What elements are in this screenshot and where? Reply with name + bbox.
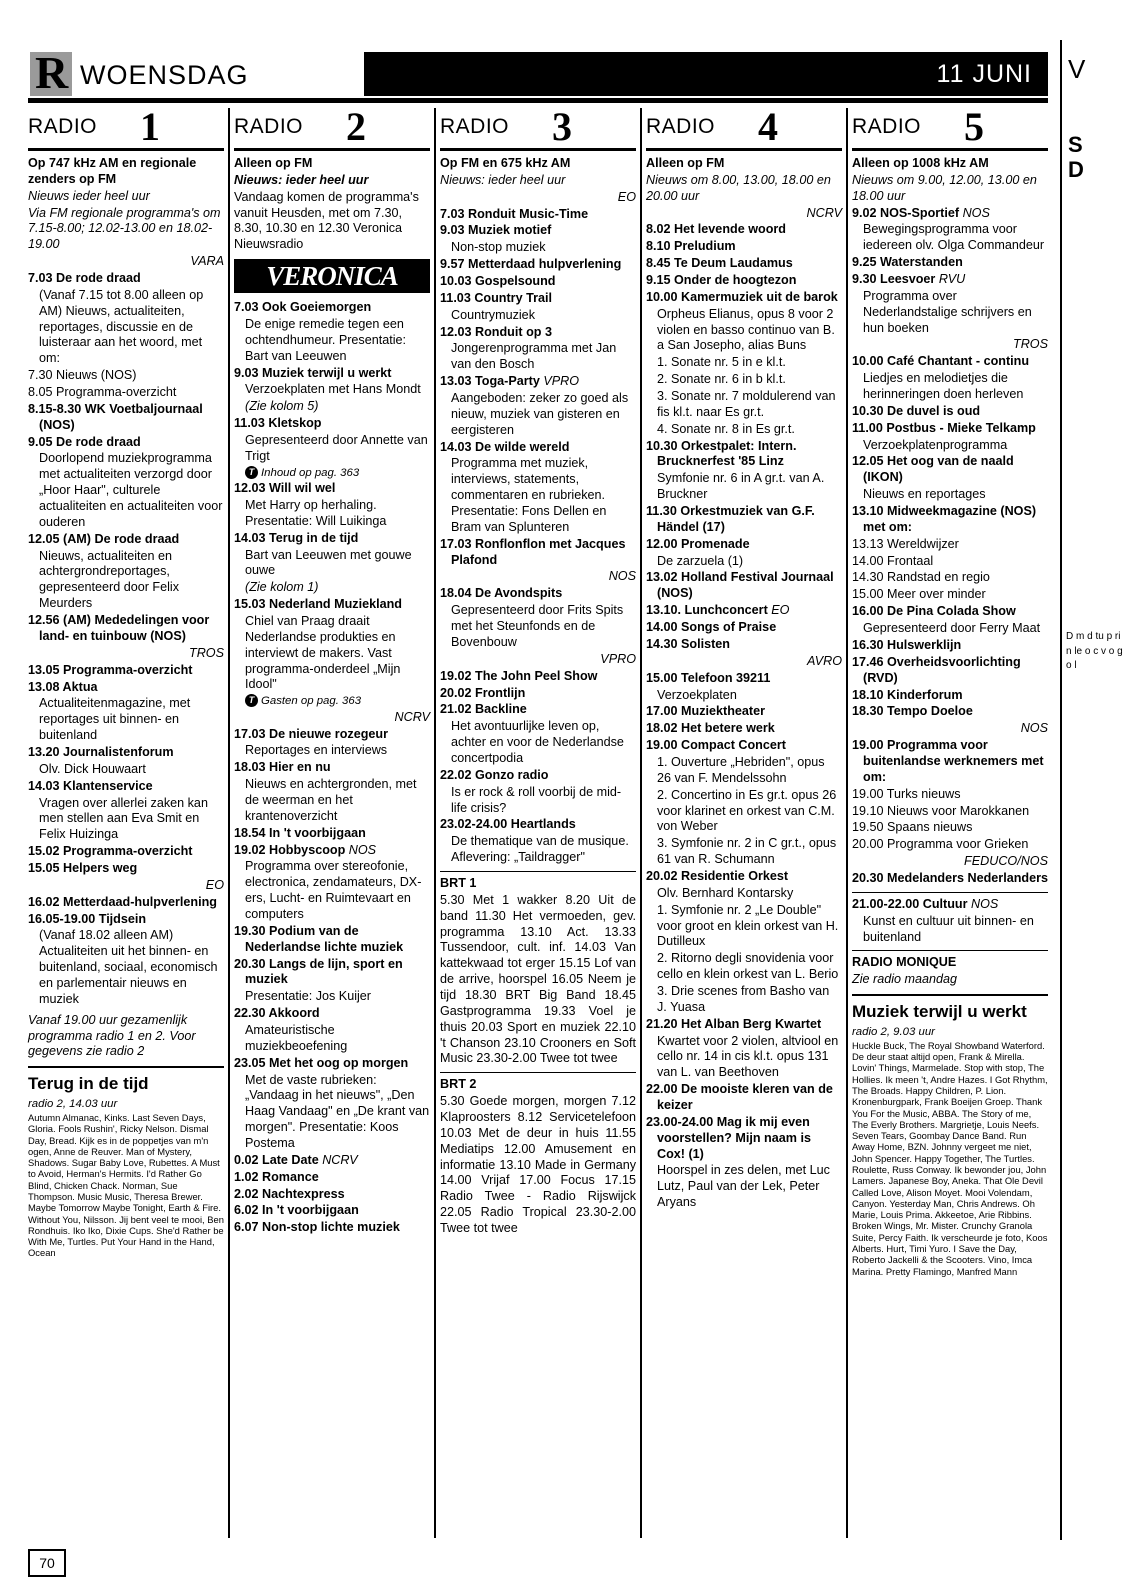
listing-item: 13.05 Programma-overzicht [28,662,193,677]
listing-item: 17.00 Muziektheater [646,704,765,719]
listing-item: 10.30 Orkestpalet: Intern. Brucknerfest '85 Linz [646,438,797,469]
listing-desc: Met de vaste rubrieken: „Vandaag in het nieuws", „Den Haag Vandaag" en „De krant van morgen". Presentatie: Koos Postema [245,1072,430,1150]
listing-desc: Olv. Bernhard Kontarsky [657,885,794,900]
listing-item: 21.20 Het Alban Berg Kwartet [646,1016,822,1031]
broadcaster-vara: VARA [190,254,224,269]
news-note: Nieuws om 8.00, 13.00, 18.00 en 20.00 uur [646,172,831,203]
listing-sub: 2. Ritorno degli snovidenia voor cello en klein orkest van L. Berio [657,951,839,982]
listing-item: 12.03 Will wil wel [234,481,336,496]
page-header [28,47,1048,104]
listing-crossref: (Zie kolom 1) [245,580,319,595]
radio-logo-letter: R [35,47,69,98]
listing-item: 22.00 De mooiste kleren van de keizer [646,1082,833,1112]
listing-desc: Amateuristische muziekbeoefening [245,1022,348,1053]
listing-item: 20.30 Medelanders Nederlanders [852,870,1048,885]
broadcaster-avro: AVRO [807,653,842,668]
listing-tag: NOS [348,842,377,857]
listing-sub: 2. Concertino in Es gr.t. opus 26 voor klarinet en orkest van C.M. von Weber [657,787,837,834]
listing-item: 8.45 Te Deum Laudamus [646,256,793,271]
broadcaster-ncrv: NCRV [806,205,842,220]
listing-tag: EO [771,603,790,618]
broadcaster-nos: NOS [1020,721,1048,736]
listing-item: 11.03 Country Trail [440,290,552,305]
columns-container [28,104,1048,1538]
listing-desc: De thematique van de musique. Aflevering: „Taildragger" [451,834,629,865]
listing-desc: Orpheus Elianus, opus 8 voor 2 violen en basso continuo van B. a San Josepho, alias Buns [657,306,835,353]
listing-desc: Hoorspel in zes delen, met Luc Lutz, Paul van der Lek, Peter Aryans [657,1163,830,1210]
divider [852,994,1048,996]
divider [440,1072,636,1073]
listing-item: 11.30 Orkestmuziek van G.F. Händel (17) [646,504,815,534]
listing-item: 14.00 Frontaal [852,553,934,568]
listing-desc: Nieuws, actualiteiten en achtergrondreportages, gepresenteerd door Felix Meurders [39,548,180,611]
listing-item: 16.00 De Pina Colada Show [852,604,1016,619]
listing-title: 13.03 Toga-Party [440,374,540,389]
listing-item: 12.03 Ronduit op 3 [440,324,552,339]
listing-item: 18.54 In 't voorbijgaan [234,825,366,840]
listing-sub: 2. Sonate nr. 6 in b kl.t. [657,372,786,387]
listing-item: 13.13 Wereldwijzer [852,536,959,551]
frequency-note: Alleen op FM [646,156,725,170]
listing-item: 14.03 De wilde wereld [440,439,570,454]
sliver-body: D m d tu p ri n le o c v o g o l [1066,631,1123,671]
listing-item: 8.15-8.30 WK Voetbaljournaal (NOS) [28,401,203,432]
info-badge-icon: T [245,466,258,479]
network-header-radio4 [646,104,842,151]
divider [440,871,636,872]
listing-item: 13.02 Holland Festival Journaal (NOS) [646,570,834,601]
listing-desc: Met Harry op herhaling. Presentatie: Will Luikinga [245,497,387,528]
network-name: RADIO [646,115,716,138]
network-number: 2 [346,104,366,149]
listing-desc: Liedjes en melodietjes die herinneringen doen herleven [863,371,1024,402]
listing-desc: (Vanaf 18.02 alleen AM) Actualiteiten uit het binnen- en buitenland, sociaal, economisch en parlementair nieuws en muziek [39,928,218,1006]
radio-monique-title: RADIO MONIQUE [852,955,957,970]
broadcaster-nos: NOS [608,569,636,584]
listing-title: 9.30 Leesvoer [852,272,936,287]
listing-item: 16.30 Hulswerklijn [852,637,962,652]
listing-item: 15.02 Programma-overzicht [28,844,193,859]
listing-item: 23.02-24.00 Heartlands [440,817,576,832]
listing-desc: Verzoekplaten [657,687,737,702]
network-number: 5 [964,104,984,149]
listing-desc: Chiel van Praag draait Nederlandse produkties en interviewt de makers. Vast programma-onderdeel „Mijn Idool" [245,613,401,692]
listing-desc: Jongerenprogramma met Jan van den Bosch [451,341,617,372]
listing-item: 9.03 Muziek motief [440,223,552,238]
listing-sub: 3. Drie scenes from Basho van J. Yuasa [657,983,830,1014]
frequency-note: Op 747 kHz AM en regionale zenders op FM [28,156,197,186]
column-divider-2 [434,108,436,1538]
listing-item: 14.30 Solisten [646,636,730,651]
listing-note-text: Inhoud op pag. 363 [261,466,360,479]
listing-item: 9.03 Muziek terwijl u werkt [234,365,392,380]
listing-desc: Nieuws en reportages [863,487,986,502]
listing-desc: Vragen over allerlei zaken kan men stellen aan Eva Smit en Felix Huizinga [39,795,208,842]
broadcaster-eo: EO [617,189,636,204]
listing-item: 6.02 In 't voorbijgaan [234,1203,359,1218]
divider [852,950,1048,951]
listing-item: 10.00 Café Chantant - continu [852,354,1030,369]
listing-item: 20.02 Frontlijn [440,685,526,700]
listing-item: 20.30 Langs de lijn, sport en muziek [234,956,403,987]
sliver-letter: V [1068,54,1086,84]
listing-item: 19.10 Nieuws voor Marokkanen [852,803,1030,818]
listing-title: 21.00-22.00 Cultuur [852,896,968,911]
header-left [28,47,364,104]
listing-desc: Countrymuziek [451,307,535,322]
column-divider-1 [228,108,230,1538]
listing-desc: Programma over stereofonie, electronica, zendamateurs, DX-ers, Lucht- en Ruimtevaart en computers [245,859,422,921]
listing-tag: VPRO [543,374,580,389]
listing-desc: Kwartet voor 2 violen, altviool en cello nr. 14 in cis kl.t. opus 131 van L. van Beethoven [657,1033,839,1080]
listing-item: 7.03 Ronduit Music-Time [440,206,589,221]
network-number: 1 [140,104,160,149]
listing-note [234,466,430,480]
network-name: RADIO [440,115,510,138]
listing-item: 19.00 Compact Concert [646,738,786,753]
listing-item: 9.57 Metterdaad hulpverlening [440,257,622,272]
listing-item: 11.00 Postbus - Mieke Telkamp [852,420,1036,435]
listing-desc: Is er rock & roll voorbij de mid-life crisis? [451,784,622,815]
listing-tag: NOS [962,205,990,220]
listing-item: 18.10 Kinderforum [852,687,963,702]
column-radio-4 [646,104,842,1538]
listing-item: 19.02 The John Peel Show [440,668,598,683]
listing-item: 13.08 Aktua [28,679,98,694]
listing-item: 17.03 Ronflonflon met Jacques Plafond [440,536,626,567]
column-radio-1 [28,104,224,1538]
listing-item [440,374,636,390]
network-header-radio1 [28,104,224,151]
listing-tag: NOS [971,896,999,911]
listing-item: 14.00 Songs of Praise [646,620,777,635]
listing-item: 16.02 Metterdaad-hulpverlening [28,894,217,909]
next-page-sliver [1060,40,1125,1540]
news-note: Nieuws om 9.00, 12.00, 13.00 en 18.00 uur [852,172,1037,203]
listing-desc: Bart van Leeuwen met gouwe ouwe [245,547,412,578]
listing-item: 7.30 Nieuws (NOS) [28,368,137,383]
listing-item: 10.00 Kamermuziek uit de barok [646,289,838,304]
broadcaster-tros: TROS [189,645,224,660]
listing-desc: Verzoekplatenprogramma [863,437,1008,452]
listing-desc: (Vanaf 7.15 tot 8.00 alleen op AM) Nieuws, actualiteiten, reportages, discussie en de luisteraar aan het woord, met om: [39,287,204,366]
divider [28,1066,224,1068]
brt2-text: 5.30 Goede morgen, morgen 7.12 Klaproosters 8.12 Servicetelefoon 10.03 Met de deur in huis 11.55 Mediatips 12.00 Amusement en informatie 13.10 Made in Germany 14.00 Vrijaf 17.00 Focus 17.15 Radio Twee - Radio Rijswijck 22.05 Radio Tropical 23.30-2.00 Twee tot twee [440,1094,636,1235]
listing-item: 9.25 Waterstanden [852,255,963,270]
brt2-title: BRT 2 [440,1077,477,1092]
listing-desc: Reportages en interviews [245,743,388,758]
listing-desc: Doorlopend muziekprogramma met actualiteiten verzorgd door „Hoor Haar", culturele actualiteiten en actualiteiten voor ouderen [39,451,223,529]
sliver-title-line2: D [1068,157,1084,183]
info-badge-icon: T [245,694,258,707]
sliver-title [1068,132,1084,183]
listing-title: 13.10. Lunchconcert [646,603,768,618]
page-number: 70 [28,1549,66,1577]
listing-item: 6.07 Non-stop lichte muziek [234,1220,400,1235]
listing-desc: De enige remedie tegen een ochtendhumeur. Presentatie: Bart van Leeuwen [245,317,407,363]
frequency-note: Alleen op 1008 kHz AM [852,156,989,170]
listing-item: 12.05 (AM) De rode draad [28,531,180,546]
listing-item: 13.20 Journalistenforum [28,744,174,759]
network-number: 3 [552,104,572,149]
feature-box-title: Terug in de tijd [28,1074,149,1094]
network-name: RADIO [852,115,922,138]
network-header-radio2 [234,104,430,151]
column-divider-3 [640,108,642,1538]
news-note: Nieuws: ieder heel uur [440,172,566,187]
fm-note: Via FM regionale programma's om 7.15-8.00; 12.02-13.00 en 18.02-19.00 [28,205,221,252]
listing-sub: 3. Sonate nr. 7 moldulerend van fis kl.t. naar Es gr.t. [657,389,836,419]
listing-item [852,897,1048,913]
listing-desc: Olv. Dick Houwaart [39,761,146,776]
sliver-title-line1: S [1068,132,1083,157]
listing-desc: Programma over Nederlandstalige schrijvers en hun boeken [863,288,1032,335]
broadcaster-ncrv: NCRV [394,709,430,724]
brt1-text: 5.30 Met 1 wakker 8.20 Uit de band 11.30 Het vermoeden, gev. programma 13.10 Act. 13.33 Tussendoor, cult. inf. 14.03 Van kattekwaad tot erger 15.15 Lof van de arrive, hoorspel 16.05 Neem je tijd 18.30 BRT Big Band 18.45 Gastprogramma 19.33 Voel je thuis 20.03 Sport en muziek 22.10 't Chanson 23.10 Crooners en Soft Music 23.30-2.00 Twee tot twee [440,892,636,1066]
network-header-radio3 [440,104,636,151]
brt1-title: BRT 1 [440,875,477,890]
news-note: Nieuws ieder heel uur [28,188,150,203]
listing-item: 17.03 De nieuwe rozegeur [234,726,388,741]
listing-item: 16.05-19.00 Tijdsein [28,911,147,926]
listing-desc: Symfonie nr. 6 in A gr.t. van A. Bruckner [657,471,825,502]
listing-item: 20.00 Programma voor Grieken [852,837,1029,852]
listing-desc: Actualiteitenmagazine, met reportages uit binnen- en buitenland [39,696,191,743]
listing-sub: 1. Ouverture „Hebriden", opus 26 van F. Mendelssohn [657,754,825,785]
listing-item: 8.02 Het levende woord [646,222,786,237]
column-divider-4 [846,108,848,1538]
feature-box-text: Huckle Buck, The Royal Showband Waterford. De deur staat altijd open, Frank & Mirella. Lovin' Things, Marmelade. Stop with stop, The Hollies. Ik meen 't, Andre Hazes. I Got Rhythm, The Broads. Happy Children, P. Lion. Kronenburgpark, Frank Boeijen Groep. Thank You For the Music, ABBA. The Story of me, The Everly Brothers. Margrietje, Louis Neefs. Seven Tears, Goombay Dance Band. Run Away Home, BZN. Johnny vergeet me niet, John Spencer. Happy Together, The Turtles. Roulette, Russ Conway. Ik bewonder jou, John Lamers. Japanese Boy, Aneka. That Ole Devil Called Love, Alison Moyet. Mooi Volendam, Canyon. Yesterday Man, Chris Andrews. Oh Marie, Louis Prima. Akkeetoe, Arie Ribbins. Broken Wings, Mr. Mister. Crunchy Granola Suite, Percy Faith. Ik verscheurde je foto, Koos Alberts. Hurt, Timi Yuro. I Save the Day, Roberto Jackelli & the Scooters. Vino, Imca Marina. Pretty Flamingo, Manfred Mann [852,1039,1048,1277]
listing-item: 9.05 De rode draad [28,434,141,449]
listing-item [852,272,1048,288]
listing-item: 17.46 Overheidsvoorlichting (RVD) [852,654,1021,685]
listing-item: 1.02 Romance [234,1169,319,1184]
listing-desc: Nieuws en achtergronden, met de weerman en het krantenoverzicht [245,777,417,823]
listing-item: 10.03 Gospelsound [440,274,556,289]
listing-desc: Aangeboden: zeker zo goed als nieuw, muziek van gisteren en eergisteren [451,391,629,437]
news-note: Nieuws: ieder heel uur [234,172,369,187]
listing-desc: Kunst en cultuur uit binnen- en buitenland [863,913,1034,944]
listing-item: 7.03 De rode draad [28,271,141,286]
frequency-note: Op FM en 675 kHz AM [440,156,571,170]
listing-item: 2.02 Nachtexpress [234,1186,345,1201]
header-rule [28,98,1048,103]
listing-desc: Non-stop muziek [451,240,546,255]
listing-item: 14.03 Terug in de tijd [234,530,359,545]
veronica-logo: VERONICA [234,259,430,293]
listing-item: 20.02 Residentie Orkest [646,868,789,883]
listing-item: 15.05 Helpers weg [28,860,138,875]
column-radio-5 [852,104,1048,1538]
listing-item: 18.04 De Avondspits [440,586,563,601]
listing-item: 18.03 Hier en nu [234,760,331,775]
listing-desc: Gepresenteerd door Annette van Trigt [245,433,428,463]
listing-item [234,843,430,859]
listing-item: 12.00 Promenade [646,536,750,551]
column-radio-2 [234,104,430,1538]
broadcaster-vpro: VPRO [600,651,636,666]
listing-sub: 1. Symfonie nr. 2 „Le Double" voor groot en klein orkest van H. Dutilleux [657,902,839,949]
network-name: RADIO [28,115,98,138]
listing-sub: 1. Sonate nr. 5 in e kl.t. [657,355,786,370]
listing-item: 22.02 Gonzo radio [440,767,549,782]
network-name: RADIO [234,115,304,138]
listing-item: 12.05 Het oog van de naald (IKON) [852,454,1014,485]
listing-crossref: (Zie kolom 5) [245,399,319,414]
listing-item [852,206,1048,222]
feature-box-subtitle: radio 2, 14.03 uur [28,1097,118,1110]
listing-item: 14.30 Randstad en regio [852,570,990,585]
joint-broadcast-note: Vanaf 19.00 uur gezamenlijk programma radio 1 en 2. Voor gegevens zie radio 2 [28,1012,196,1059]
listing-sub: 4. Sonate nr. 8 in Es gr.t. [657,421,795,436]
listing-tag: NCRV [322,1152,358,1167]
listing-item: 15.00 Meer over minder [852,587,986,602]
listing-item: 15.03 Nederland Muziekland [234,597,402,612]
frequency-note: Alleen op FM [234,156,313,170]
listing-item: 11.03 Kletskop [234,416,322,431]
network-number: 4 [758,104,778,149]
listing-item: 7.03 Ook Goeiemorgen [234,300,372,315]
listing-item: 8.05 Programma-overzicht [28,385,177,400]
listing-note-text: Gasten op pag. 363 [261,695,362,708]
listing-item [234,1153,430,1169]
feature-box-text: Autumn Almanac, Kinks. Last Seven Days, Gloria. Fools Rushin', Ricky Nelson. Dismal Day, Bread. Kijk es in de poppetjes van m'n ogen, Anne de Reuver. Man of Mystery, Shadows. Sugar Baby Love, Rubettes. A Must to Avoid, Herman's Hermits. I'd Rather Go Blind, Chicken Chack. Norman, Sue Thompson. Music Music, Theresa Brewer. Maybe Tomorrow Maybe Tonight, Earth & Fire. Without You, Nilsson. Jij bent veel te mooi, Ben Rondhuis. Iko Iko, Dixie Cups. She'd Rather be With Me, Turtles. Put Your Hand in the Hand, Ocean [28,1112,224,1259]
listing-item: 12.56 (AM) Mededelingen voor land- en tuinbouw (NOS) [28,613,210,643]
listing-item [646,603,842,619]
listing-item: 19.50 Spaans nieuws [852,820,973,835]
broadcaster-eo: EO [205,877,224,892]
listing-title: 19.02 Hobbyscoop [234,842,346,857]
listing-item: 19.00 Programma voor buitenlandse werknemers met om: [852,738,1044,784]
feature-box-title: Muziek terwijl u werkt [852,1002,1027,1022]
listing-title: 9.02 NOS-Sportief [852,205,960,220]
divider [852,892,1048,893]
listing-item: 10.30 De duvel is oud [852,403,981,418]
listing-item: 19.00 Turks nieuws [852,786,961,801]
header-bar [364,52,1048,96]
broadcaster-feduco-nos: FEDUCO/NOS [964,854,1048,869]
listing-title: 0.02 Late Date [234,1152,319,1167]
listing-item: 23.05 Met het oog op morgen [234,1055,409,1070]
radio-logo-block [30,47,72,98]
listing-item: 23.00-24.00 Mag ik mij even voorstellen? Mijn naam is Cox! (1) [646,1114,811,1161]
listing-desc: Het avontuurlijke leven op, achter en voor de Nederlandse concertpodia [451,719,624,765]
broadcaster-tros: TROS [1013,337,1048,352]
day-label: WOENSDAG [80,60,249,90]
listing-item: 14.03 Klantenservice [28,778,153,793]
listing-sub: 3. Symfonie nr. 2 in C gr.t., opus 61 van R. Schumann [657,836,837,867]
listing-item: 18.02 Het betere werk [646,721,775,736]
listing-desc: Bewegingsprogramma voor iedereen olv. Olga Commandeur [863,222,1045,253]
listing-desc: Presentatie: Jos Kuijer [245,989,371,1004]
listing-desc: Programma met muziek, interviews, statements, commentaren en rubrieken. Presentatie: Fons Dellen en Bram van Splunteren [451,456,607,534]
listing-item: 22.30 Akkoord [234,1006,320,1021]
feature-box-subtitle: radio 2, 9.03 uur [852,1025,935,1038]
listing-note [234,694,430,708]
listing-desc: Verzoekplaten met Hans Mondt [245,382,421,397]
listing-item: 15.00 Telefoon 39211 [646,670,771,685]
listing-desc: De zarzuela (1) [657,553,744,568]
date-label: 11 JUNI [936,60,1032,88]
column-radio-3 [440,104,636,1538]
listing-desc: Gepresenteerd door Ferry Maat [863,621,1041,636]
origin-note: Vandaag komen de programma's vanuit Heusden, met om 7.30, 8.30, 10.30 en 12.30 Veronica Nieuwsradio [234,189,419,252]
listing-item: 8.10 Preludium [646,239,736,254]
listing-item: 19.30 Podium van de Nederlandse lichte muziek [234,923,404,954]
listing-item: 9.15 Onder de hoogtezon [646,273,797,288]
listing-desc: Gepresenteerd door Frits Spits met het Steunfonds en de Bovenbouw [451,603,624,649]
listing-item: 21.02 Backline [440,702,527,717]
listing-item: 13.10 Midweekmagazine (NOS) met om: [852,504,1037,534]
listing-tag: RVU [938,272,966,287]
radio-monique-note: Zie radio maandag [852,972,958,987]
network-header-radio5 [852,104,1048,151]
listing-item: 18.30 Tempo Doeloe [852,704,973,719]
